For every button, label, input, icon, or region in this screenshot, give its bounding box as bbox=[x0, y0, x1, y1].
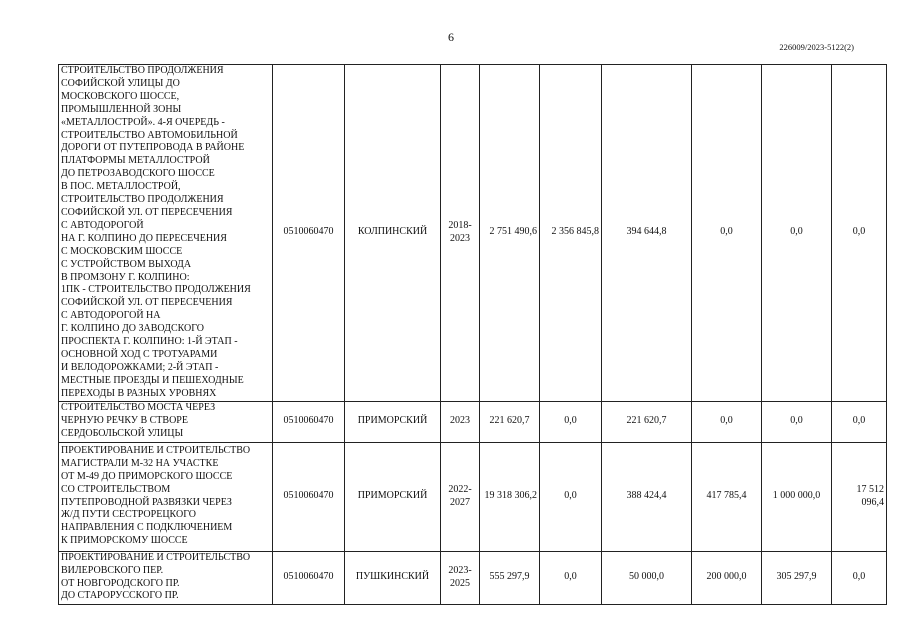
total-cost-cell: 19 318 306,2 bbox=[480, 442, 540, 551]
amount-cell: 394 644,8 bbox=[602, 65, 692, 402]
total-cost-cell: 555 297,9 bbox=[480, 551, 540, 604]
table-row bbox=[59, 551, 887, 604]
table-row bbox=[59, 65, 887, 402]
amount-cell: 200 000,0 bbox=[692, 551, 762, 604]
amount-cell: 0,0 bbox=[832, 401, 887, 442]
amount-cell: 0,0 bbox=[692, 65, 762, 402]
amount-cell: 0,0 bbox=[832, 65, 887, 402]
district-cell: КОЛПИНСКИЙ bbox=[345, 65, 441, 402]
district-cell: ПРИМОРСКИЙ bbox=[345, 401, 441, 442]
total-cost-cell: 221 620,7 bbox=[480, 401, 540, 442]
total-cost-cell: 2 751 490,6 bbox=[480, 65, 540, 402]
budget-table bbox=[58, 64, 887, 605]
amount-cell: 0,0 bbox=[832, 551, 887, 604]
amount-cell: 0,0 bbox=[540, 551, 602, 604]
amount-cell: 0,0 bbox=[692, 401, 762, 442]
amount-cell: 17 512 096,4 bbox=[832, 442, 887, 551]
page-number: 6 bbox=[448, 30, 454, 44]
amount-cell: 0,0 bbox=[762, 65, 832, 402]
document-reference: 226009/2023-5122(2) bbox=[779, 42, 854, 52]
amount-cell: 388 424,4 bbox=[602, 442, 692, 551]
years-cell: 2018- 2023 bbox=[441, 65, 480, 402]
years-cell: 2023- 2025 bbox=[441, 551, 480, 604]
object-name-cell: ПРОЕКТИРОВАНИЕ И СТРОИТЕЛЬСТВО ВИЛЕРОВСКОГО ПЕР. ОТ НОВГОРОДСКОГО ПР. ДО СТАРОРУССКОГО ПР. bbox=[59, 551, 273, 604]
amount-cell: 1 000 000,0 bbox=[762, 442, 832, 551]
table-row bbox=[59, 442, 887, 551]
amount-cell: 0,0 bbox=[540, 401, 602, 442]
district-cell: ПРИМОРСКИЙ bbox=[345, 442, 441, 551]
table-row bbox=[59, 401, 887, 442]
amount-cell: 50 000,0 bbox=[602, 551, 692, 604]
object-name-cell: ПРОЕКТИРОВАНИЕ И СТРОИТЕЛЬСТВО МАГИСТРАЛИ М-32 НА УЧАСТКЕ ОТ М-49 ДО ПРИМОРСКОГО ШОССЕ СО СТРОИТЕЛЬСТВОМ ПУТЕПРОВОДНОЙ РАЗВЯЗКИ ЧЕРЕЗ Ж/Д ПУТИ СЕСТРОРЕЦКОГО НАПРАВЛЕНИЯ С ПОДКЛЮЧЕНИЕМ К ПРИМОРСКОМУ ШОССЕ bbox=[59, 442, 273, 551]
amount-cell: 305 297,9 bbox=[762, 551, 832, 604]
years-cell: 2023 bbox=[441, 401, 480, 442]
object-name-cell: СТРОИТЕЛЬСТВО ПРОДОЛЖЕНИЯ СОФИЙСКОЙ УЛИЦЫ ДО МОСКОВСКОГО ШОССЕ, ПРОМЫШЛЕННОЙ ЗОНЫ «МЕТАЛЛОСТРОЙ». 4-Я ОЧЕРЕДЬ - СТРОИТЕЛЬСТВО АВТОМОБИЛЬНОЙ ДОРОГИ ОТ ПУТЕПРОВОДА В РАЙОНЕ ПЛАТФОРМЫ МЕТАЛЛОСТРОЙ ДО ПЕТРОЗАВОДСКОГО ШОССЕ В ПОС. МЕТАЛЛОСТРОЙ, СТРОИТЕЛЬСТВО ПРОДОЛЖЕНИЯ СОФИЙСКОЙ УЛ. ОТ ПЕРЕСЕЧЕНИЯ С АВТОДОРОГОЙ НА Г. КОЛПИНО ДО ПЕРЕСЕЧЕНИЯ С МОСКОВСКИМ ШОССЕ С УСТРОЙСТВОМ ВЫХОДА В ПРОМЗОНУ Г. КОЛПИНО: 1ПК - СТРОИТЕЛЬСТВО ПРОДОЛЖЕНИЯ СОФИЙСКОЙ УЛ. ОТ ПЕРЕСЕЧЕНИЯ С АВТОДОРОГОЙ НА Г. КОЛПИНО ДО ЗАВОДСКОГО ПРОСПЕКТА Г. КОЛПИНО: 1-Й ЭТАП - ОСНОВНОЙ ХОД С ТРОТУАРАМИ И ВЕЛОДОРОЖКАМИ; 2-Й ЭТАП - МЕСТНЫЕ ПРОЕЗДЫ И ПЕШЕХОДНЫЕ ПЕРЕХОДЫ В РАЗНЫХ УРОВНЯХ bbox=[59, 65, 273, 402]
amount-cell: 417 785,4 bbox=[692, 442, 762, 551]
amount-cell: 2 356 845,8 bbox=[540, 65, 602, 402]
amount-cell: 0,0 bbox=[762, 401, 832, 442]
budget-code-cell: 0510060470 bbox=[273, 401, 345, 442]
amount-cell: 0,0 bbox=[540, 442, 602, 551]
amount-cell: 221 620,7 bbox=[602, 401, 692, 442]
district-cell: ПУШКИНСКИЙ bbox=[345, 551, 441, 604]
budget-code-cell: 0510060470 bbox=[273, 65, 345, 402]
budget-code-cell: 0510060470 bbox=[273, 442, 345, 551]
budget-code-cell: 0510060470 bbox=[273, 551, 345, 604]
years-cell: 2022- 2027 bbox=[441, 442, 480, 551]
object-name-cell: СТРОИТЕЛЬСТВО МОСТА ЧЕРЕЗ ЧЕРНУЮ РЕЧКУ В СТВОРЕ СЕРДОБОЛЬСКОЙ УЛИЦЫ bbox=[59, 401, 273, 442]
